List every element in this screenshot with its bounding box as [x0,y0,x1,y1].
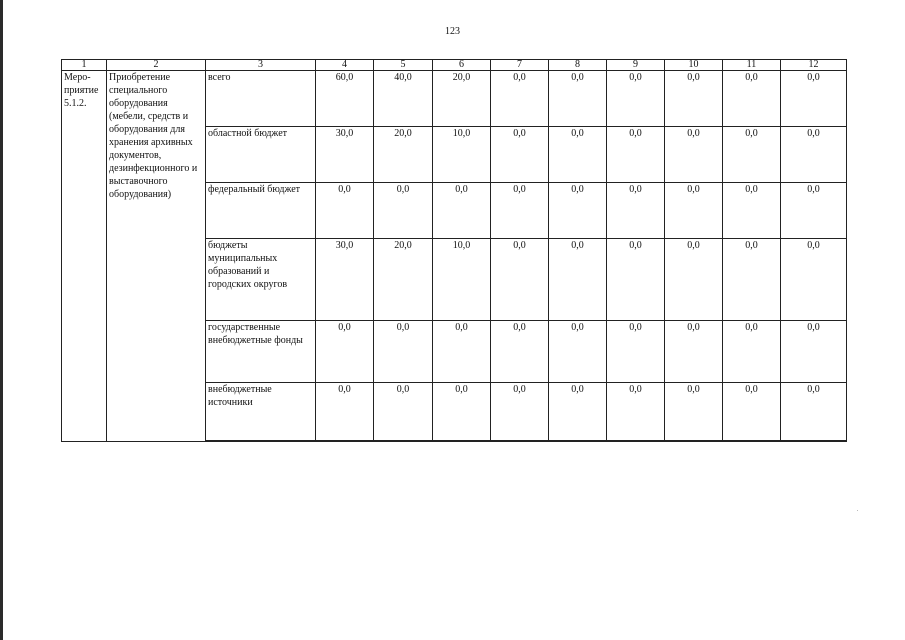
value-cell: 30,0 [316,239,374,321]
value-cell: 0,0 [781,127,847,183]
measure-name-cell: Приобретение специального оборудования (мебели, средств и оборудования для хранения архивных документов, дезинфекционного и выставочного оборудования) [107,71,206,442]
value-cell: 20,0 [374,239,433,321]
value-cell: 0,0 [665,183,723,239]
value-cell: 20,0 [374,127,433,183]
budget-table [61,59,847,442]
funding-source-cell: всего [206,71,316,127]
value-cell: 0,0 [549,239,607,321]
value-cell: 0,0 [665,321,723,383]
funding-source-cell: государственные внебюджетные фонды [206,321,316,383]
value-cell: 0,0 [491,383,549,442]
value-cell: 0,0 [781,321,847,383]
value-cell: 0,0 [491,321,549,383]
value-cell: 10,0 [433,127,491,183]
value-cell: 10,0 [433,239,491,321]
column-header: 10 [665,60,723,71]
funding-source-cell: бюджеты муниципальных образований и городских округов [206,239,316,321]
value-cell: 0,0 [607,71,665,127]
value-cell: 0,0 [607,383,665,442]
value-cell: 0,0 [316,321,374,383]
value-cell: 0,0 [316,183,374,239]
value-cell: 0,0 [723,321,781,383]
column-header: 6 [433,60,491,71]
funding-source-cell: областной бюджет [206,127,316,183]
page-number: 123 [445,26,460,37]
measure-cell: Меро-приятие 5.1.2. [62,71,107,442]
column-header: 12 [781,60,847,71]
value-cell: 0,0 [491,127,549,183]
value-cell: 20,0 [433,71,491,127]
value-cell: 0,0 [549,383,607,442]
column-header: 8 [549,60,607,71]
value-cell: 0,0 [491,239,549,321]
value-cell: 0,0 [723,71,781,127]
column-number-row [62,60,847,71]
value-cell: 0,0 [549,183,607,239]
funding-source-cell: федеральный бюджет [206,183,316,239]
value-cell: 0,0 [607,183,665,239]
value-cell: 0,0 [607,127,665,183]
value-cell: 0,0 [433,183,491,239]
value-cell: 0,0 [374,321,433,383]
value-cell: 0,0 [433,321,491,383]
value-cell: 0,0 [781,383,847,442]
value-cell: 0,0 [723,239,781,321]
value-cell: 0,0 [723,127,781,183]
value-cell: 0,0 [781,183,847,239]
value-cell: 0,0 [549,321,607,383]
table-row [62,71,847,127]
column-header: 4 [316,60,374,71]
value-cell: 0,0 [491,183,549,239]
value-cell: 0,0 [781,71,847,127]
column-header: 11 [723,60,781,71]
scan-speck [857,510,858,511]
value-cell: 0,0 [491,71,549,127]
value-cell: 0,0 [607,239,665,321]
funding-source-cell: внебюджетные источники [206,383,316,442]
value-cell: 0,0 [607,321,665,383]
value-cell: 0,0 [665,71,723,127]
value-cell: 0,0 [374,383,433,442]
value-cell: 0,0 [723,383,781,442]
value-cell: 0,0 [781,239,847,321]
value-cell: 0,0 [665,127,723,183]
value-cell: 0,0 [665,383,723,442]
column-header: 2 [107,60,206,71]
value-cell: 0,0 [723,183,781,239]
value-cell: 0,0 [316,383,374,442]
column-header: 9 [607,60,665,71]
scan-left-edge [0,0,3,640]
value-cell: 0,0 [433,383,491,442]
value-cell: 60,0 [316,71,374,127]
column-header: 5 [374,60,433,71]
column-header: 3 [206,60,316,71]
value-cell: 0,0 [549,127,607,183]
value-cell: 0,0 [374,183,433,239]
value-cell: 0,0 [665,239,723,321]
column-header: 7 [491,60,549,71]
column-header: 1 [62,60,107,71]
value-cell: 30,0 [316,127,374,183]
value-cell: 0,0 [549,71,607,127]
value-cell: 40,0 [374,71,433,127]
